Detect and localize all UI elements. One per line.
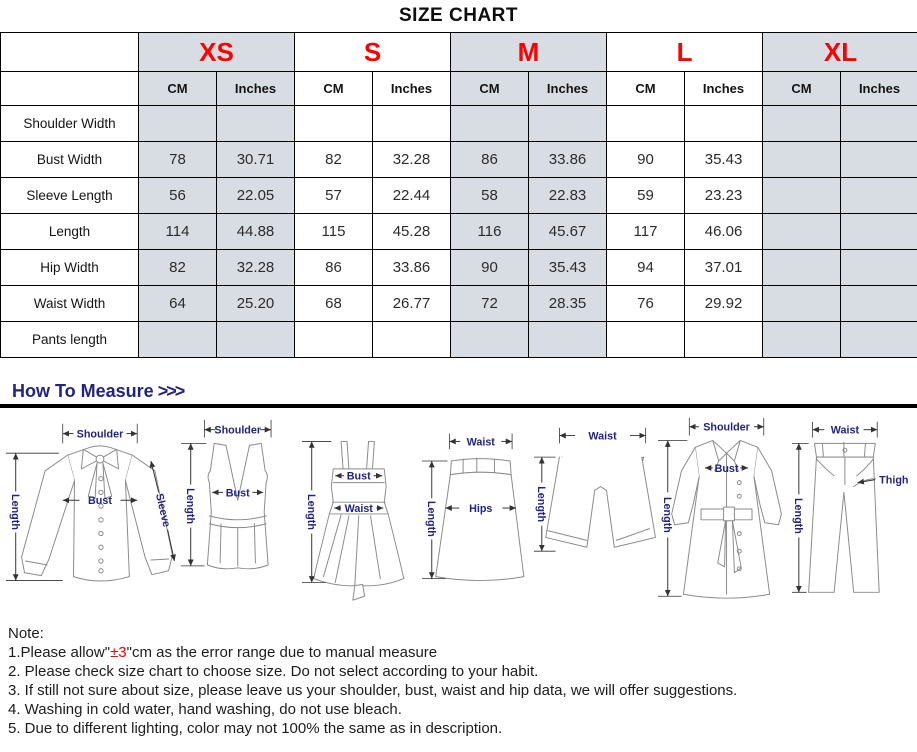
diagram-skirt xyxy=(420,414,532,608)
size-cell xyxy=(763,214,841,250)
tank-shoulder-label: Shoulder xyxy=(214,424,261,437)
size-cell: 23.23 xyxy=(685,178,763,214)
blouse-bust-label: Bust xyxy=(88,495,112,508)
size-cell xyxy=(685,106,763,142)
size-cell: 58 xyxy=(451,178,529,214)
size-cell: 25.20 xyxy=(217,286,295,322)
tank-length-label: Length xyxy=(183,488,196,525)
size-cell xyxy=(841,214,917,250)
diagram-shorts xyxy=(532,414,655,608)
size-cell xyxy=(841,142,917,178)
size-cell: 22.05 xyxy=(217,178,295,214)
size-cell: 90 xyxy=(451,250,529,286)
size-cell xyxy=(841,250,917,286)
note-line xyxy=(8,662,917,681)
table-row xyxy=(1,214,917,250)
size-chart-table xyxy=(0,32,917,358)
unit-header-cm: CM xyxy=(295,72,373,106)
size-cell: 57 xyxy=(295,178,373,214)
note-text: 5. Due to different lighting, color may not 100% the same as in description. xyxy=(8,720,503,737)
size-cell: 117 xyxy=(607,214,685,250)
pants-length-label: Length xyxy=(792,497,805,534)
pants-legs xyxy=(809,457,880,592)
size-cell: 64 xyxy=(139,286,217,322)
blouse-length-label: Length xyxy=(8,494,21,530)
table-row xyxy=(1,142,917,178)
pants-thigh-label: Thigh xyxy=(879,474,909,487)
measurement-diagrams xyxy=(0,408,917,616)
note-text: 2. Please check size chart to choose size. Do not select according to your habit. xyxy=(8,663,539,680)
triple-chevron-icon: >>> xyxy=(157,381,184,401)
size-cell xyxy=(841,106,917,142)
size-cell xyxy=(763,142,841,178)
unit-header-inches: Inches xyxy=(373,72,451,106)
blouse-left-sleeve xyxy=(22,455,75,576)
shorts-length-label: Length xyxy=(535,486,548,523)
size-cell xyxy=(373,322,451,358)
blouse-body-outline xyxy=(68,446,133,581)
size-cell: 29.92 xyxy=(685,286,763,322)
how-to-measure-heading xyxy=(12,381,917,403)
size-cell xyxy=(373,106,451,142)
size-cell: 72 xyxy=(451,286,529,322)
size-cell: 45.28 xyxy=(373,214,451,250)
size-cell: 115 xyxy=(295,214,373,250)
size-cell: 86 xyxy=(451,142,529,178)
size-cell xyxy=(763,178,841,214)
size-cell: 82 xyxy=(139,250,217,286)
size-cell xyxy=(451,106,529,142)
row-label: Shoulder Width xyxy=(1,106,139,142)
size-header-xs: XS xyxy=(139,33,295,72)
unit-header-inches: Inches xyxy=(841,72,917,106)
page-title: SIZE CHART xyxy=(399,5,518,26)
size-cell: 22.44 xyxy=(373,178,451,214)
row-label: Sleeve Length xyxy=(1,178,139,214)
unit-header-inches: Inches xyxy=(217,72,295,106)
size-cell xyxy=(763,286,841,322)
note-line xyxy=(8,681,917,700)
skirt-length-label: Length xyxy=(425,500,438,537)
size-cell xyxy=(607,106,685,142)
diagram-dress xyxy=(298,414,419,608)
size-cell xyxy=(685,322,763,358)
diagram-pants xyxy=(791,414,914,608)
size-cell xyxy=(763,250,841,286)
size-cell: 46.06 xyxy=(685,214,763,250)
note-highlight: ±3 xyxy=(110,644,127,661)
size-cell xyxy=(841,286,917,322)
size-cell xyxy=(451,322,529,358)
size-cell xyxy=(139,106,217,142)
pants-waist-label: Waist xyxy=(831,424,860,437)
size-cell: 76 xyxy=(607,286,685,322)
size-cell: 37.01 xyxy=(685,250,763,286)
unit-header-cm: CM xyxy=(607,72,685,106)
size-cell: 78 xyxy=(139,142,217,178)
size-cell: 45.67 xyxy=(529,214,607,250)
row-label: Hip Width xyxy=(1,250,139,286)
size-cell: 33.86 xyxy=(529,142,607,178)
row-label: Pants length xyxy=(1,322,139,358)
size-table-corner xyxy=(1,33,139,72)
unit-header-cm: CM xyxy=(451,72,529,106)
size-cell: 59 xyxy=(607,178,685,214)
dress-length-label: Length xyxy=(305,494,318,530)
size-cell xyxy=(607,322,685,358)
diagram-blouse xyxy=(2,414,176,608)
note-line xyxy=(8,643,917,662)
blouse-sleeve-label: Sleeve xyxy=(152,492,173,529)
skirt-body xyxy=(436,472,524,580)
unit-header-inches: Inches xyxy=(685,72,763,106)
unit-header-cm: CM xyxy=(139,72,217,106)
size-cell: 44.88 xyxy=(217,214,295,250)
size-cell: 116 xyxy=(451,214,529,250)
blouse-shoulder-label: Shoulder xyxy=(76,428,124,441)
note-text: 1.Please allow" xyxy=(8,644,111,661)
skirt-waist-label: Waist xyxy=(466,436,496,449)
size-table-corner xyxy=(1,72,139,106)
notes-heading: Note: xyxy=(8,625,44,642)
size-cell: 90 xyxy=(607,142,685,178)
skirt-hips-label: Hips xyxy=(469,502,493,515)
size-cell: 32.28 xyxy=(217,250,295,286)
how-to-measure-label: How To Measure xyxy=(12,381,154,401)
size-cell xyxy=(295,322,373,358)
size-cell xyxy=(841,178,917,214)
size-header-m: M xyxy=(451,33,607,72)
note-line xyxy=(8,700,917,719)
table-row xyxy=(1,106,917,142)
size-header-l: L xyxy=(607,33,763,72)
size-header-s: S xyxy=(295,33,451,72)
size-cell xyxy=(529,106,607,142)
size-cell: 32.28 xyxy=(373,142,451,178)
size-cell xyxy=(217,106,295,142)
table-row xyxy=(1,250,917,286)
size-cell xyxy=(841,322,917,358)
dress-skirt xyxy=(314,514,404,586)
size-cell: 82 xyxy=(295,142,373,178)
size-cell xyxy=(139,322,217,358)
size-cell: 22.83 xyxy=(529,178,607,214)
table-row xyxy=(1,322,917,358)
unit-header-inches: Inches xyxy=(529,72,607,106)
size-cell: 114 xyxy=(139,214,217,250)
size-header-xl: XL xyxy=(763,33,917,72)
row-label: Length xyxy=(1,214,139,250)
unit-header-cm: CM xyxy=(763,72,841,106)
row-label: Waist Width xyxy=(1,286,139,322)
coat-bust-label: Bust xyxy=(714,462,739,475)
note-text: 4. Washing in cold water, hand washing, do not use bleach. xyxy=(8,701,402,718)
note-text: 3. If still not sure about size, please leave us your shoulder, bust, waist and hip data, we will offer suggestions. xyxy=(8,682,738,699)
table-row xyxy=(1,286,917,322)
size-cell: 30.71 xyxy=(217,142,295,178)
coat-length-label: Length xyxy=(660,496,673,533)
row-label: Bust Width xyxy=(1,142,139,178)
size-cell: 28.35 xyxy=(529,286,607,322)
size-cell: 86 xyxy=(295,250,373,286)
size-cell xyxy=(763,322,841,358)
size-cell xyxy=(763,106,841,142)
size-cell xyxy=(217,322,295,358)
size-cell: 26.77 xyxy=(373,286,451,322)
size-cell xyxy=(529,322,607,358)
coat-shoulder-label: Shoulder xyxy=(703,421,750,434)
diagram-tank-top xyxy=(177,414,298,608)
table-row xyxy=(1,178,917,214)
size-cell: 68 xyxy=(295,286,373,322)
note-line xyxy=(8,719,917,738)
notes-list xyxy=(8,643,917,738)
size-cell: 94 xyxy=(607,250,685,286)
dress-bust-label: Bust xyxy=(347,470,372,483)
notes-section xyxy=(0,616,917,738)
tank-bust-label: Bust xyxy=(225,487,250,500)
size-cell: 33.86 xyxy=(373,250,451,286)
size-cell xyxy=(295,106,373,142)
size-cell: 35.43 xyxy=(685,142,763,178)
diagram-coat xyxy=(656,414,791,608)
size-cell: 56 xyxy=(139,178,217,214)
dress-waist-label: Waist xyxy=(345,502,374,515)
size-cell: 35.43 xyxy=(529,250,607,286)
note-text: "cm as the error range due to manual measure xyxy=(126,644,438,661)
shorts-waist-label: Waist xyxy=(588,430,617,443)
